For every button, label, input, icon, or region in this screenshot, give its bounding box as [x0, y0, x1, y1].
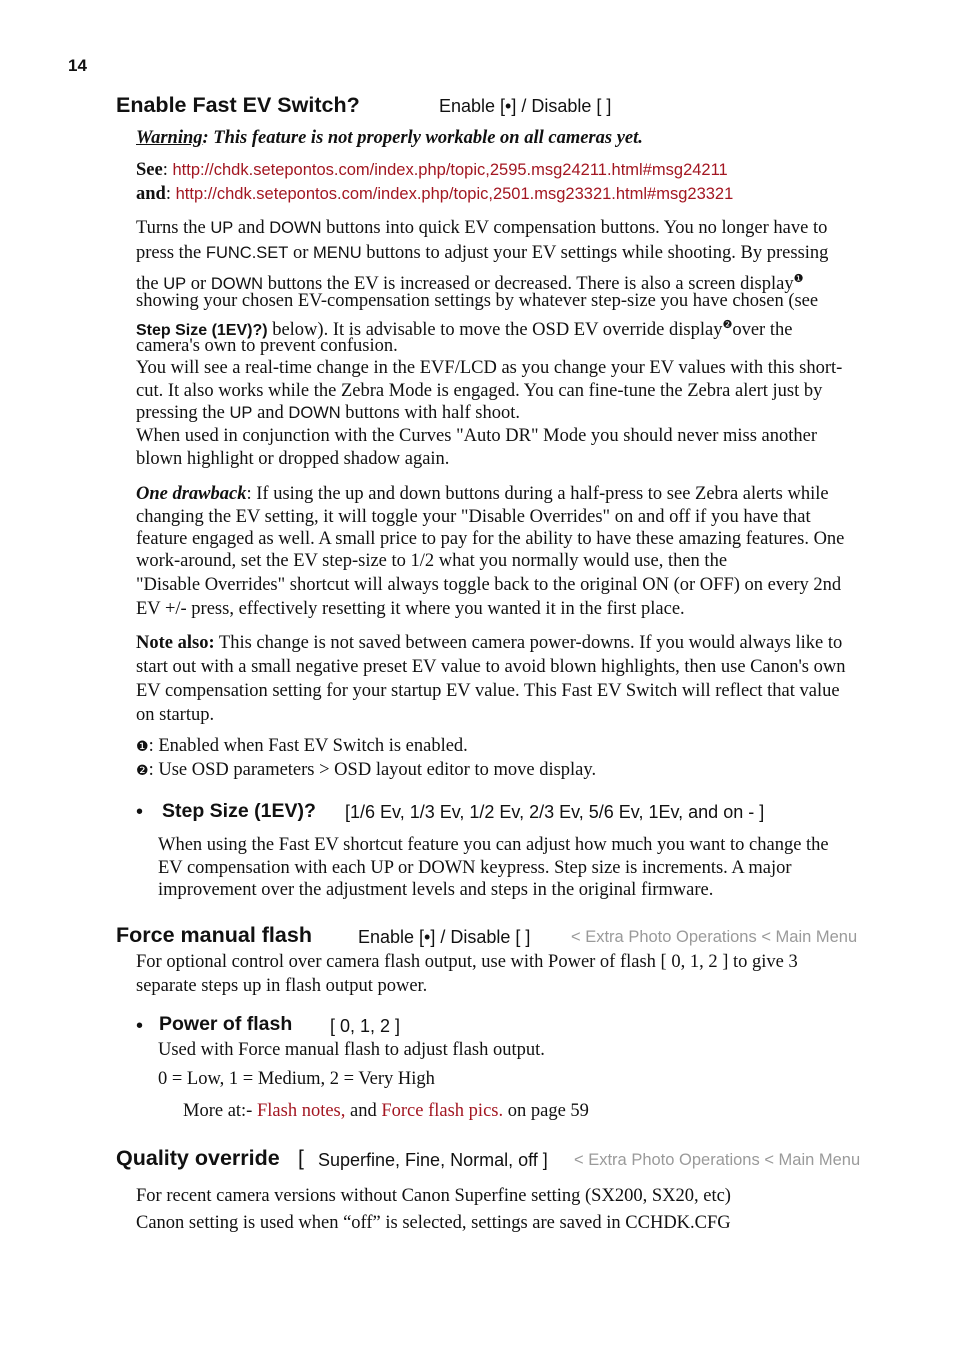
force-flash-pics-link[interactable]: Force flash pics.: [381, 1101, 504, 1121]
power-of-flash-description: [158, 1039, 878, 1092]
bullet-icon: •: [136, 1015, 144, 1037]
force-flash-options: Enable [•] / Disable [ ]: [358, 927, 531, 947]
drawback-label: One drawback: [136, 484, 247, 504]
section-title-force-manual-flash: Force manual flash: [116, 923, 312, 947]
text-line: One drawback: If using the up and down buttons during a half-press to see Zebra alerts while: [136, 484, 829, 504]
and-line: and: http://chdk.setepontos.com/index.php/topic,2501.msg23321.html#msg23321: [136, 184, 734, 204]
text-line: Canon setting is used when “off” is selected, settings are saved in CCHDK.CFG: [136, 1213, 731, 1233]
text-line: Step Size (1EV)?) below). It is advisable to move the OSD EV override display$^❷$over the: [136, 317, 793, 340]
text-line: For recent camera versions without Canon Superfine setting (SX200, SX20, etc): [136, 1186, 731, 1206]
text-line: Note also: This change is not saved between camera power-downs. If you would always like to: [136, 633, 843, 653]
text-line: the UP or DOWN buttons the EV is increased or decreased. There is also a screen display$^❶$: [136, 271, 804, 294]
bullet-icon: •: [136, 801, 144, 823]
text-line: showing your chosen EV-compensation settings by whatever step-size you have chosen (see: [136, 290, 819, 311]
step-size-options: [1/6 Ev, 1/3 Ev, 1/2 Ev, 2/3 Ev, 5/6 Ev, 1Ev, and on - ]: [345, 802, 765, 822]
bracket-open: [: [298, 1147, 304, 1170]
text-line: When using the Fast EV shortcut feature you can adjust how much you want to change the: [158, 835, 829, 855]
subsection-title-power-of-flash: Power of flash: [159, 1013, 293, 1035]
text-line: EV compensation setting for your startup EV value. This Fast EV Switch will reflect that value: [136, 681, 840, 701]
text-line: start out with a small negative preset EV value to avoid blown highlights, then use Canon's own: [136, 657, 846, 677]
text-line: work-around, set the EV step-size to 1/2 what you normally would use, then the: [136, 551, 728, 571]
breadcrumb: < Extra Photo Operations < Main Menu: [571, 928, 858, 946]
footnote-marker-1: ❶: [793, 271, 804, 285]
see-label: See: [136, 160, 163, 180]
text-line: blown highlight or dropped shadow again.: [136, 448, 450, 469]
force-flash-description: [136, 951, 881, 999]
page-number: 14: [68, 56, 87, 75]
warning-label: Warning: [136, 128, 203, 148]
footnote-1-marker: ❶: [136, 739, 149, 755]
text-line: Used with Force manual flash to adjust flash output.: [158, 1040, 545, 1060]
note-also-paragraph: [136, 632, 881, 728]
text-line: "Disable Overrides" shortcut will always toggle back to the original ON (or OFF) on every 2nd: [136, 575, 842, 595]
text-line: Turns the UP and DOWN buttons into quick EV compensation buttons. You no longer have to: [136, 218, 828, 238]
text-line: changing the EV setting, it will toggle your "Disable Overrides" on and off if you have that: [136, 507, 811, 527]
more-at-line: More at:- Flash notes, and Force flash pics. on page 59: [183, 1101, 589, 1121]
warning-text: : This feature is not properly workable on all cameras yet.: [202, 128, 643, 148]
footnote-1: ❶: Enabled when Fast EV Switch is enabled.: [136, 736, 468, 756]
fast-ev-options: Enable [•] / Disable [ ]: [439, 96, 612, 116]
footnotes: [136, 735, 881, 783]
breadcrumb: < Extra Photo Operations < Main Menu: [574, 1151, 861, 1169]
section-title-fast-ev-switch: Enable Fast EV Switch?: [116, 93, 360, 117]
footnote-2: ❷: Use OSD parameters > OSD layout editor to move display.: [136, 760, 597, 780]
text-line: When used in conjunction with the Curves "Auto DR" Mode you should never miss another: [136, 425, 818, 446]
see-link[interactable]: http://chdk.setepontos.com/index.php/topic,2595.msg24211.html#msg24211: [172, 161, 728, 179]
power-of-flash-options: [ 0, 1, 2 ]: [330, 1016, 401, 1036]
fast-ev-description: [136, 217, 881, 471]
quality-description: [136, 1185, 881, 1236]
note-also-label: Note also:: [136, 633, 215, 653]
text-line: on startup.: [136, 705, 215, 725]
text-line: EV +/- press, effectively resetting it where you wanted it in the first place.: [136, 599, 685, 619]
footnote-2-marker: ❷: [136, 763, 149, 779]
text-line: pressing the UP and DOWN buttons with half shoot.: [136, 402, 521, 423]
section-title-quality-override: Quality override: [116, 1146, 280, 1170]
flash-notes-link[interactable]: Flash notes,: [256, 1101, 346, 1121]
and-link[interactable]: http://chdk.setepontos.com/index.php/topic,2501.msg23321.html#msg23321: [175, 185, 734, 203]
text-line: separate steps up in flash output power.: [136, 976, 428, 996]
drawback-paragraph: [136, 483, 881, 622]
text-line: EV compensation with each UP or DOWN keypress. Step size is increments. A major: [158, 858, 792, 878]
text-line: For optional control over camera flash output, use with Power of flash [ 0, 1, 2 ] to give 3: [136, 952, 798, 972]
see-line: See: http://chdk.setepontos.com/index.php/topic,2595.msg24211.html#msg24211: [136, 160, 728, 180]
step-size-reference: Step Size (1EV)?): [136, 321, 268, 339]
footnote-marker-2: ❷: [722, 317, 733, 331]
and-label: and: [136, 184, 166, 204]
text-line: improvement over the adjustment levels and steps in the original firmware.: [158, 880, 714, 900]
warning-line: [136, 127, 643, 151]
step-size-description: [158, 834, 878, 901]
subsection-title-step-size: Step Size (1EV)?: [162, 800, 316, 822]
quality-options: Superfine, Fine, Normal, off ]: [318, 1150, 548, 1170]
text-line: feature engaged as well. A small price to pay for the ability to have these amazing features. One: [136, 529, 845, 549]
text-line: press the FUNC.SET or MENU buttons to adjust your EV settings while shooting. By pressing: [136, 242, 829, 263]
text-line: You will see a real-time change in the EVF/LCD as you change your EV values with this short-: [136, 357, 843, 378]
text-line: cut. It also works while the Zebra Mode is engaged. You can fine-tune the Zebra alert just by: [136, 380, 823, 401]
text-line: camera's own to prevent confusion.: [136, 335, 398, 356]
text-line: 0 = Low, 1 = Medium, 2 = Very High: [158, 1069, 435, 1089]
